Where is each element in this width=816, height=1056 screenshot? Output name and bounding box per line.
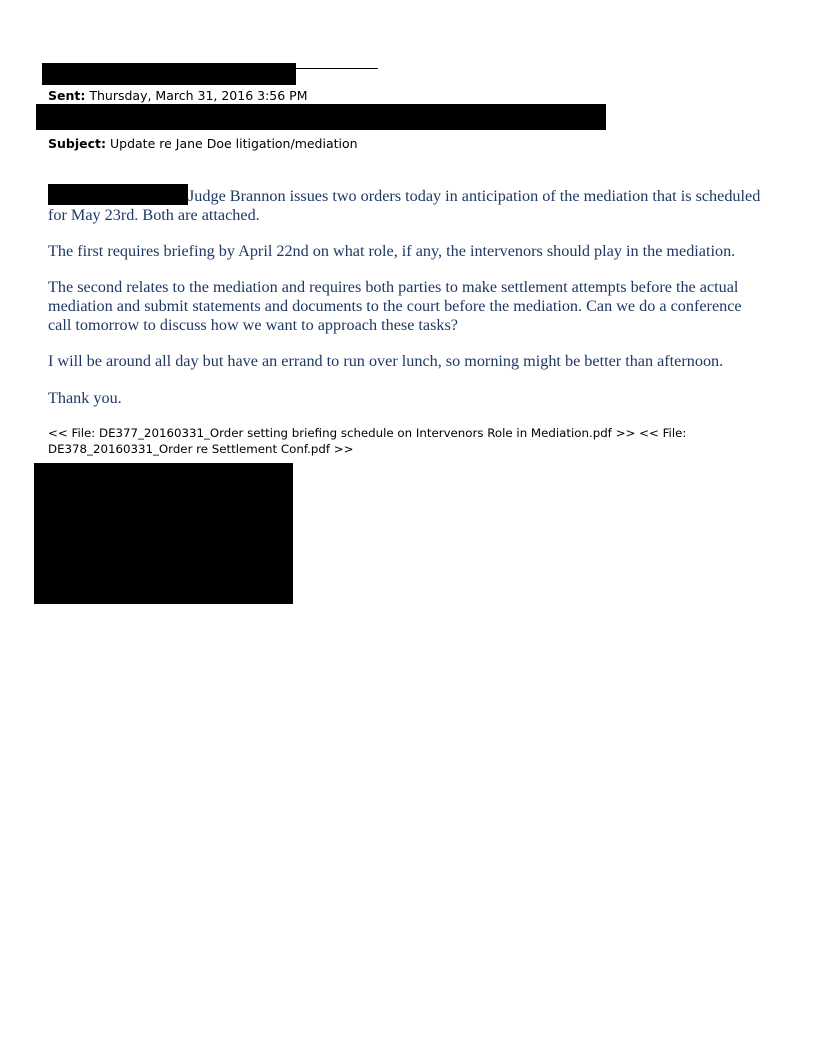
redaction-signature (34, 463, 293, 604)
header-rule (296, 68, 378, 69)
sent-label: Sent: (48, 88, 86, 103)
subject-label: Subject: (48, 136, 106, 151)
sent-value: Thursday, March 31, 2016 3:56 PM (89, 88, 308, 103)
body-p3-line1: The second relates to the mediation and requires both parties to make settlement attempts before the actual (48, 278, 739, 296)
body-p3-line2: mediation and submit statements and documents to the court before the mediation. Can we do a conference (48, 297, 742, 315)
redaction-to (36, 104, 606, 130)
body-p1-line1: Judge Brannon issues two orders today in anticipation of the mediation that is scheduled (188, 187, 761, 205)
attachment-line2[interactable]: DE378_20160331_Order re Settlement Conf.pdf >> (48, 442, 354, 456)
redaction-salutation (48, 184, 188, 205)
body-p5: Thank you. (48, 389, 122, 407)
body-p4: I will be around all day but have an errand to run over lunch, so morning might be better than afternoon. (48, 352, 724, 370)
body-p2: The first requires briefing by April 22nd on what role, if any, the intervenors should play in the mediation. (48, 242, 736, 260)
subject-row (48, 136, 358, 151)
attachment-line1[interactable]: << File: DE377_20160331_Order setting briefing schedule on Intervenors Role in Mediation.pdf >> << File: (48, 426, 687, 440)
sent-row (48, 88, 308, 103)
subject-value: Update re Jane Doe litigation/mediation (109, 136, 358, 151)
body-p1-line2: for May 23rd. Both are attached. (48, 206, 260, 224)
redaction-from (42, 63, 296, 85)
body-p3-line3: call tomorrow to discuss how we want to approach these tasks? (48, 316, 458, 334)
